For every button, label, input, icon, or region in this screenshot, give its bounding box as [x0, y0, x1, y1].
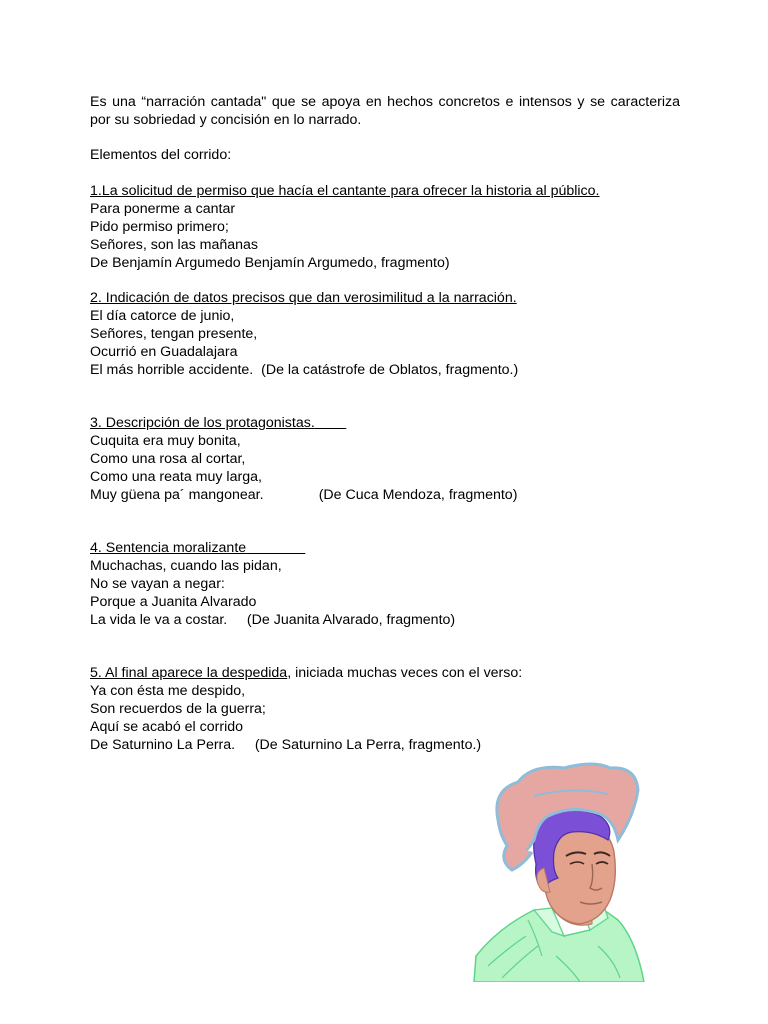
verse-line: No se vayan a negar:	[90, 576, 225, 592]
heading-underline-tail	[246, 540, 305, 556]
shirt	[474, 910, 644, 982]
verse-line: Como una reata muy larga,	[90, 469, 262, 485]
verse-line: Ocurrió en Guadalajara	[90, 344, 238, 360]
verse-line: Aquí se acabó el corrido	[90, 719, 244, 735]
section-heading-text: 5. Al final aparece la despedida	[90, 665, 288, 681]
verse-line: De Saturnino La Perra. (De Saturnino La Perra, fragmento.)	[90, 737, 482, 753]
verse-line: La vida le va a costar. (De Juanita Alvarado, fragmento)	[90, 612, 456, 628]
verse-line: Como una rosa al cortar,	[90, 451, 246, 467]
section-2	[90, 289, 690, 379]
verse-line: Señores, son las mañanas	[90, 237, 258, 253]
verse-line: Pido permiso primero;	[90, 219, 229, 235]
verse-line: Para ponerme a cantar	[90, 201, 236, 217]
verse-line: Señores, tengan presente,	[90, 326, 258, 342]
verse-line: De Benjamín Argumedo Benjamín Argumedo, fragmento)	[90, 255, 450, 271]
section-heading: 1.La solicitud de permiso que hacía el cantante para ofrecer la historia al público.	[90, 183, 600, 199]
section-3	[90, 414, 690, 504]
elements-title: Elementos del corrido:	[90, 147, 232, 163]
verse-line: Ya con ésta me despido,	[90, 683, 246, 699]
verse-line: Cuquita era muy bonita,	[90, 433, 241, 449]
verse-line: Muy güena pa´ mangonear. (De Cuca Mendoza, fragmento)	[90, 487, 518, 503]
section-heading-suffix: , iniciada muchas veces con el verso:	[287, 665, 523, 681]
section-heading: 2. Indicación de datos precisos que dan verosimilitud a la narración.	[90, 290, 517, 306]
section-heading-text: 4. Sentencia moralizante	[90, 540, 247, 556]
verse-line: Porque a Juanita Alvarado	[90, 594, 257, 610]
cowboy-hat-man-illustration	[468, 760, 688, 982]
section-heading-text: 3. Descripción de los protagonistas.	[90, 415, 315, 431]
intro-paragraph: Es una “narración cantada" que se apoya en hechos concretos e intensos y se caracteriza por su sobriedad y concisión en lo narrado.	[90, 94, 680, 128]
section-1	[90, 182, 690, 272]
section-4	[90, 539, 690, 629]
verse-line: El día catorce de junio,	[90, 308, 235, 324]
section-heading	[90, 414, 690, 432]
section-heading	[90, 539, 690, 557]
heading-underline-tail	[315, 415, 347, 431]
section-5	[90, 664, 690, 754]
verse-line: Son recuerdos de la guerra;	[90, 701, 266, 717]
section-heading	[90, 664, 690, 682]
verse-line: Muchachas, cuando las pidan,	[90, 558, 282, 574]
verse-line: El más horrible accidente. (De la catástrofe de Oblatos, fragmento.)	[90, 362, 519, 378]
